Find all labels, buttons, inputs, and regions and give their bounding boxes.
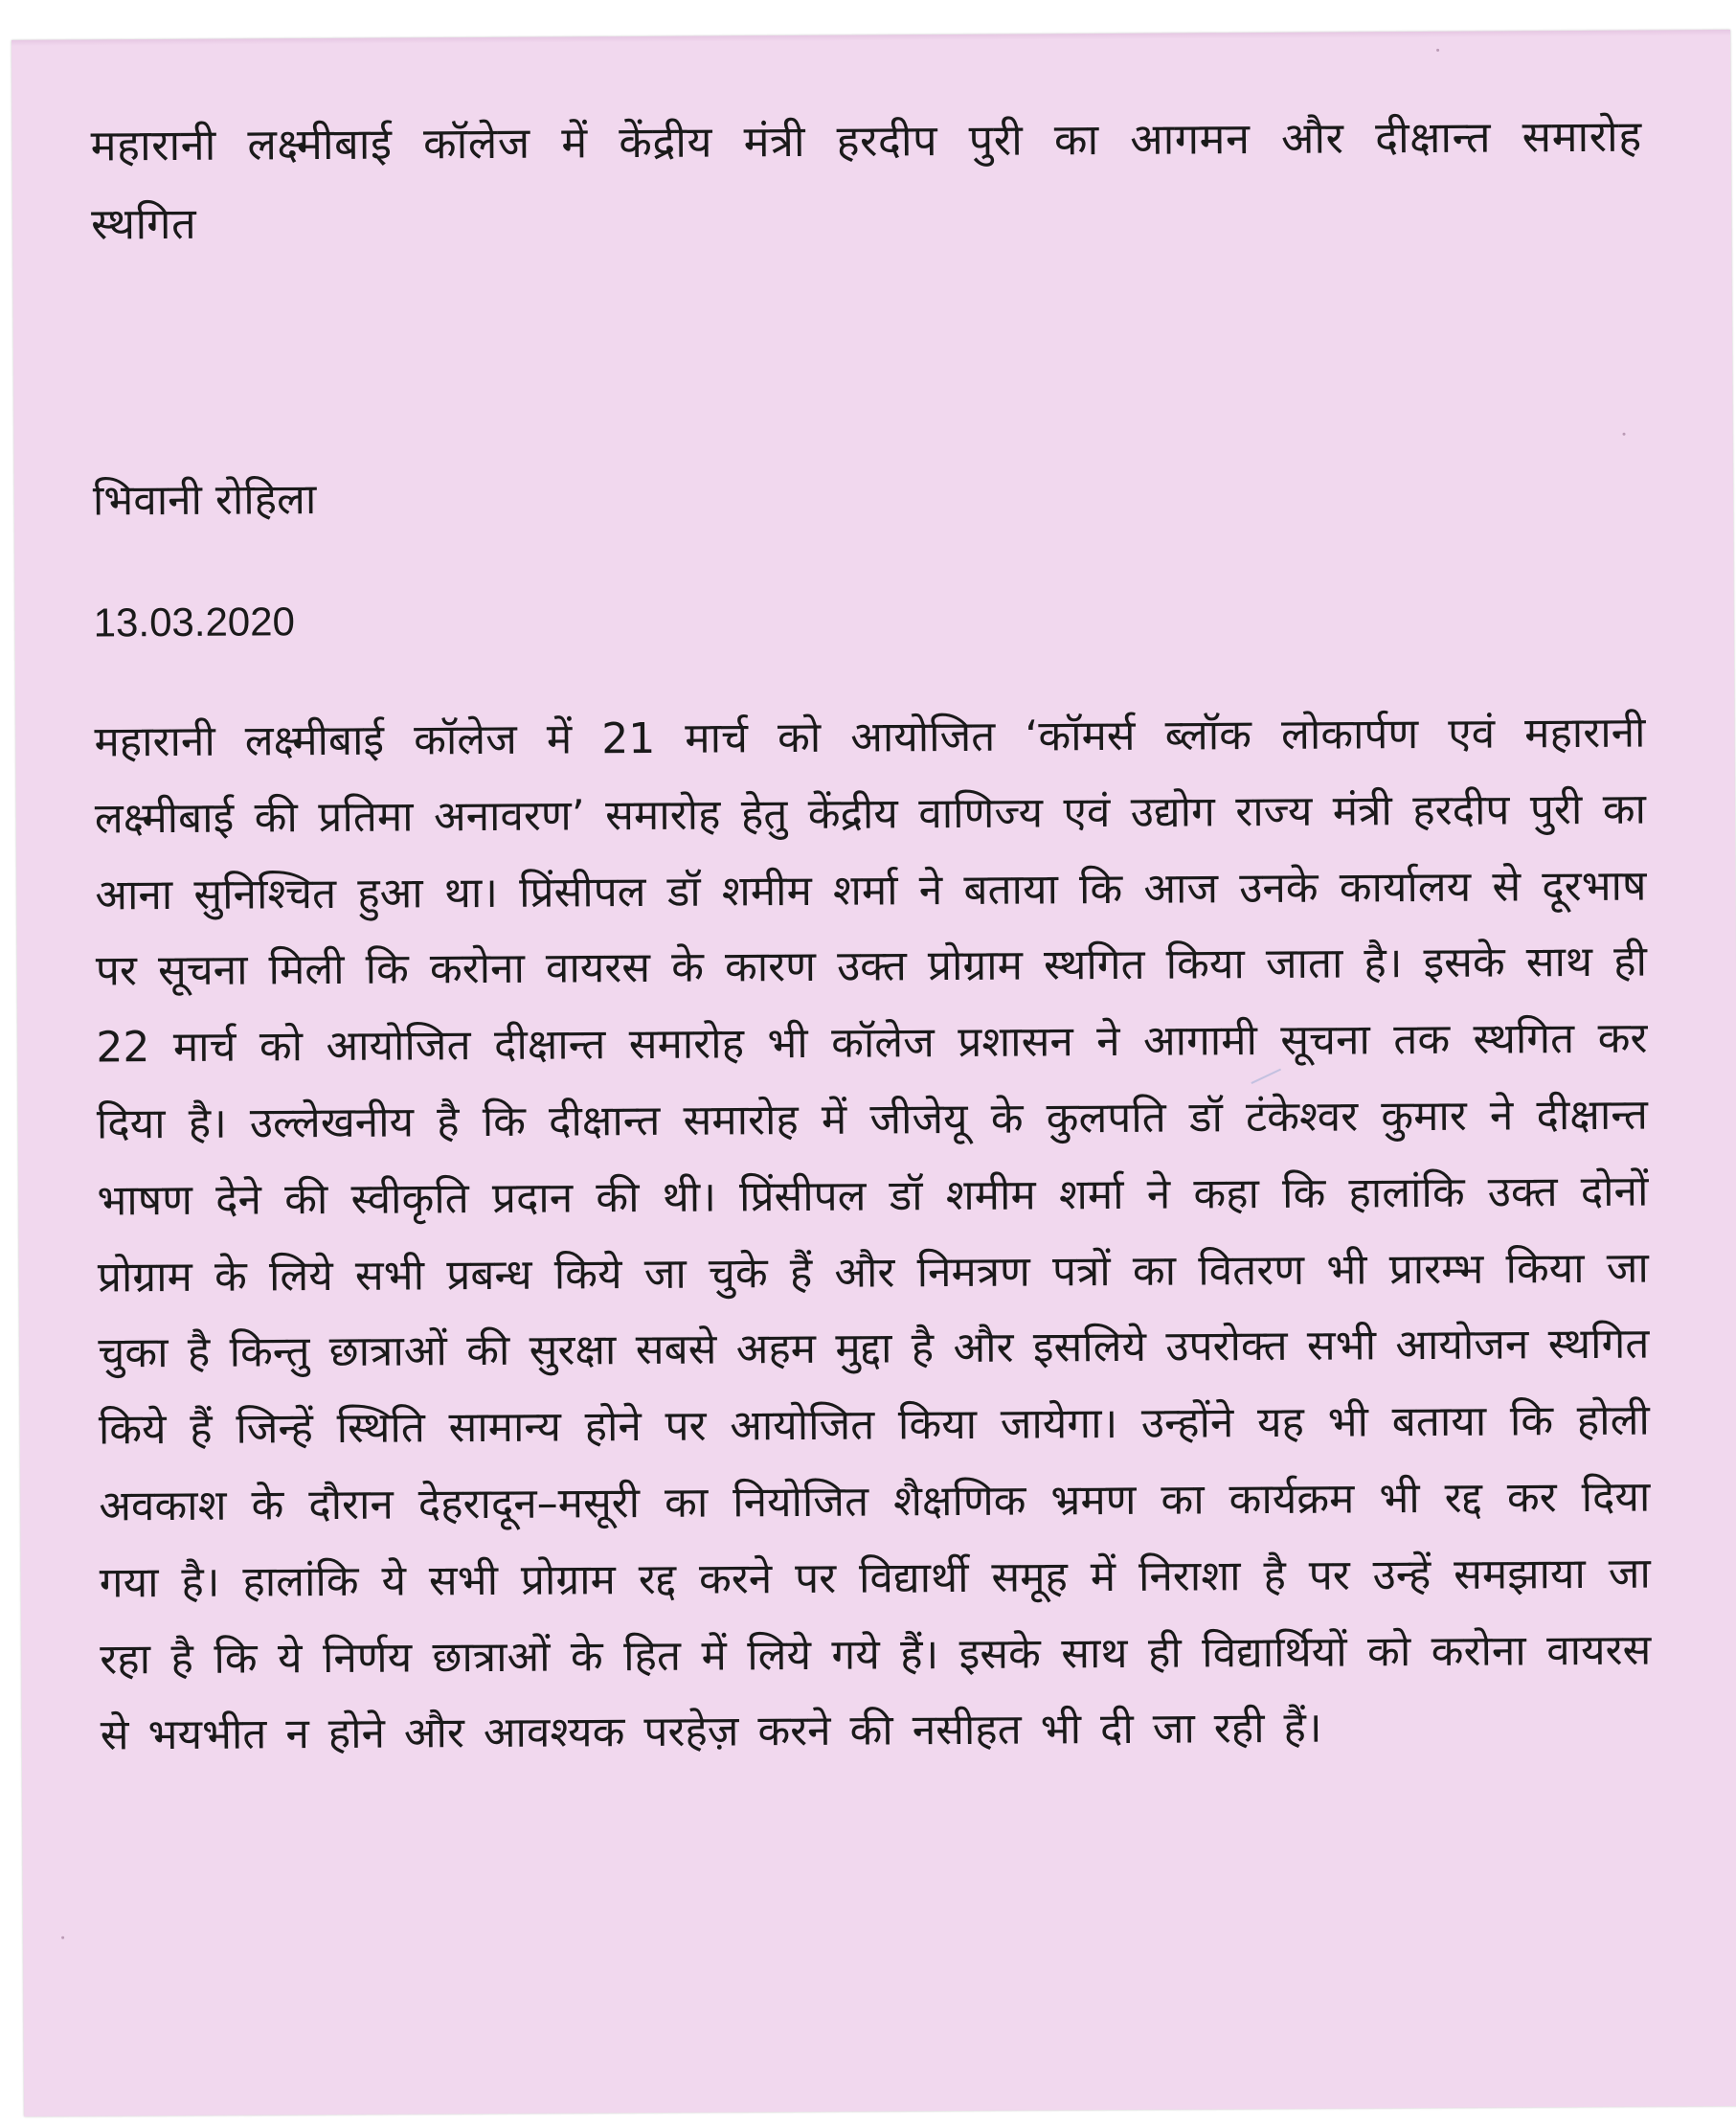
publication-date: 13.03.2020: [93, 599, 296, 645]
paper-speck: [61, 1936, 64, 1939]
headline: महारानी लक्ष्मीबाई कॉलेज में केंद्रीय मंत्री हरदीप पुरी का आगमन और दीक्षान्त समारोह स्थगित: [90, 110, 1642, 250]
paper-speck: [1436, 49, 1439, 52]
document-content: [90, 98, 1652, 1775]
article-body: महारानी लक्ष्मीबाई कॉलेज में 21 मार्च को आयोजित ‘कॉमर्स ब्लॉक लोकार्पण एवं महारानी लक्ष्मीबाई की प्रतिमा अनावरण’ समारोह हेतु केंद्रीय वाणिज्य एवं उद्योग राज्य मंत्री हरदीप पुरी का आना सुनिश्चित हुआ था। प्रिंसीपल डॉ शमीम शर्मा ने बताया कि आज उनके कार्यालय से दूरभाष पर सूचना मिली कि करोना वायरस के कारण उक्त प्रोग्राम स्थगित किया जाता है। इसके साथ ही 22 मार्च को आयोजित दीक्षान्त समारोह भी कॉलेज प्रशासन ने आगामी सूचना तक स्थगित कर दिया है। उल्लेखनीय है कि दीक्षान्त समारोह में जीजेयू के कुलपति डॉ टंकेश्वर कुमार ने दीक्षान्त भाषण देने की स्वीकृति प्रदान की थी। प्रिंसीपल डॉ शमीम शर्मा ने कहा कि हालांकि उक्त दोनों प्रोग्राम के लिये सभी प्रबन्ध किये जा चुके हैं और निमत्रण पत्रों का वितरण भी प्रारम्भ किया जा चुका है किन्तु छात्राओं की सुरक्षा सबसे अहम मुद्दा है और इसलिये उपरोक्त सभी आयोजन स्थगित किये हैं जिन्हें स्थिति सामान्य होने पर आयोजित किया जायेगा। उन्होंने यह भी बताया कि होली अवकाश के दौरान देहरादून–मसूरी का नियोजित शैक्षणिक भ्रमण का कार्यक्रम भी रद्द कर दिया गया है। हालांकि ये सभी प्रोग्राम रद्द करने पर विद्यार्थी समूह में निराशा है पर उन्हें समझाया जा रहा है कि ये निर्णय छात्राओं के हित में लिये गये हैं। इसके साथ ही विद्यार्थियों को करोना वायरस से भयभीत न होने और आवश्यक परहेज़ करने की नसीहत भी दी जा रही हैं।: [94, 708, 1652, 1760]
paper-speck: [1623, 433, 1626, 436]
page-edge: [11, 30, 1730, 46]
scanned-page: [11, 30, 1736, 2117]
author-name: भिवानी रोहिला: [92, 475, 317, 526]
